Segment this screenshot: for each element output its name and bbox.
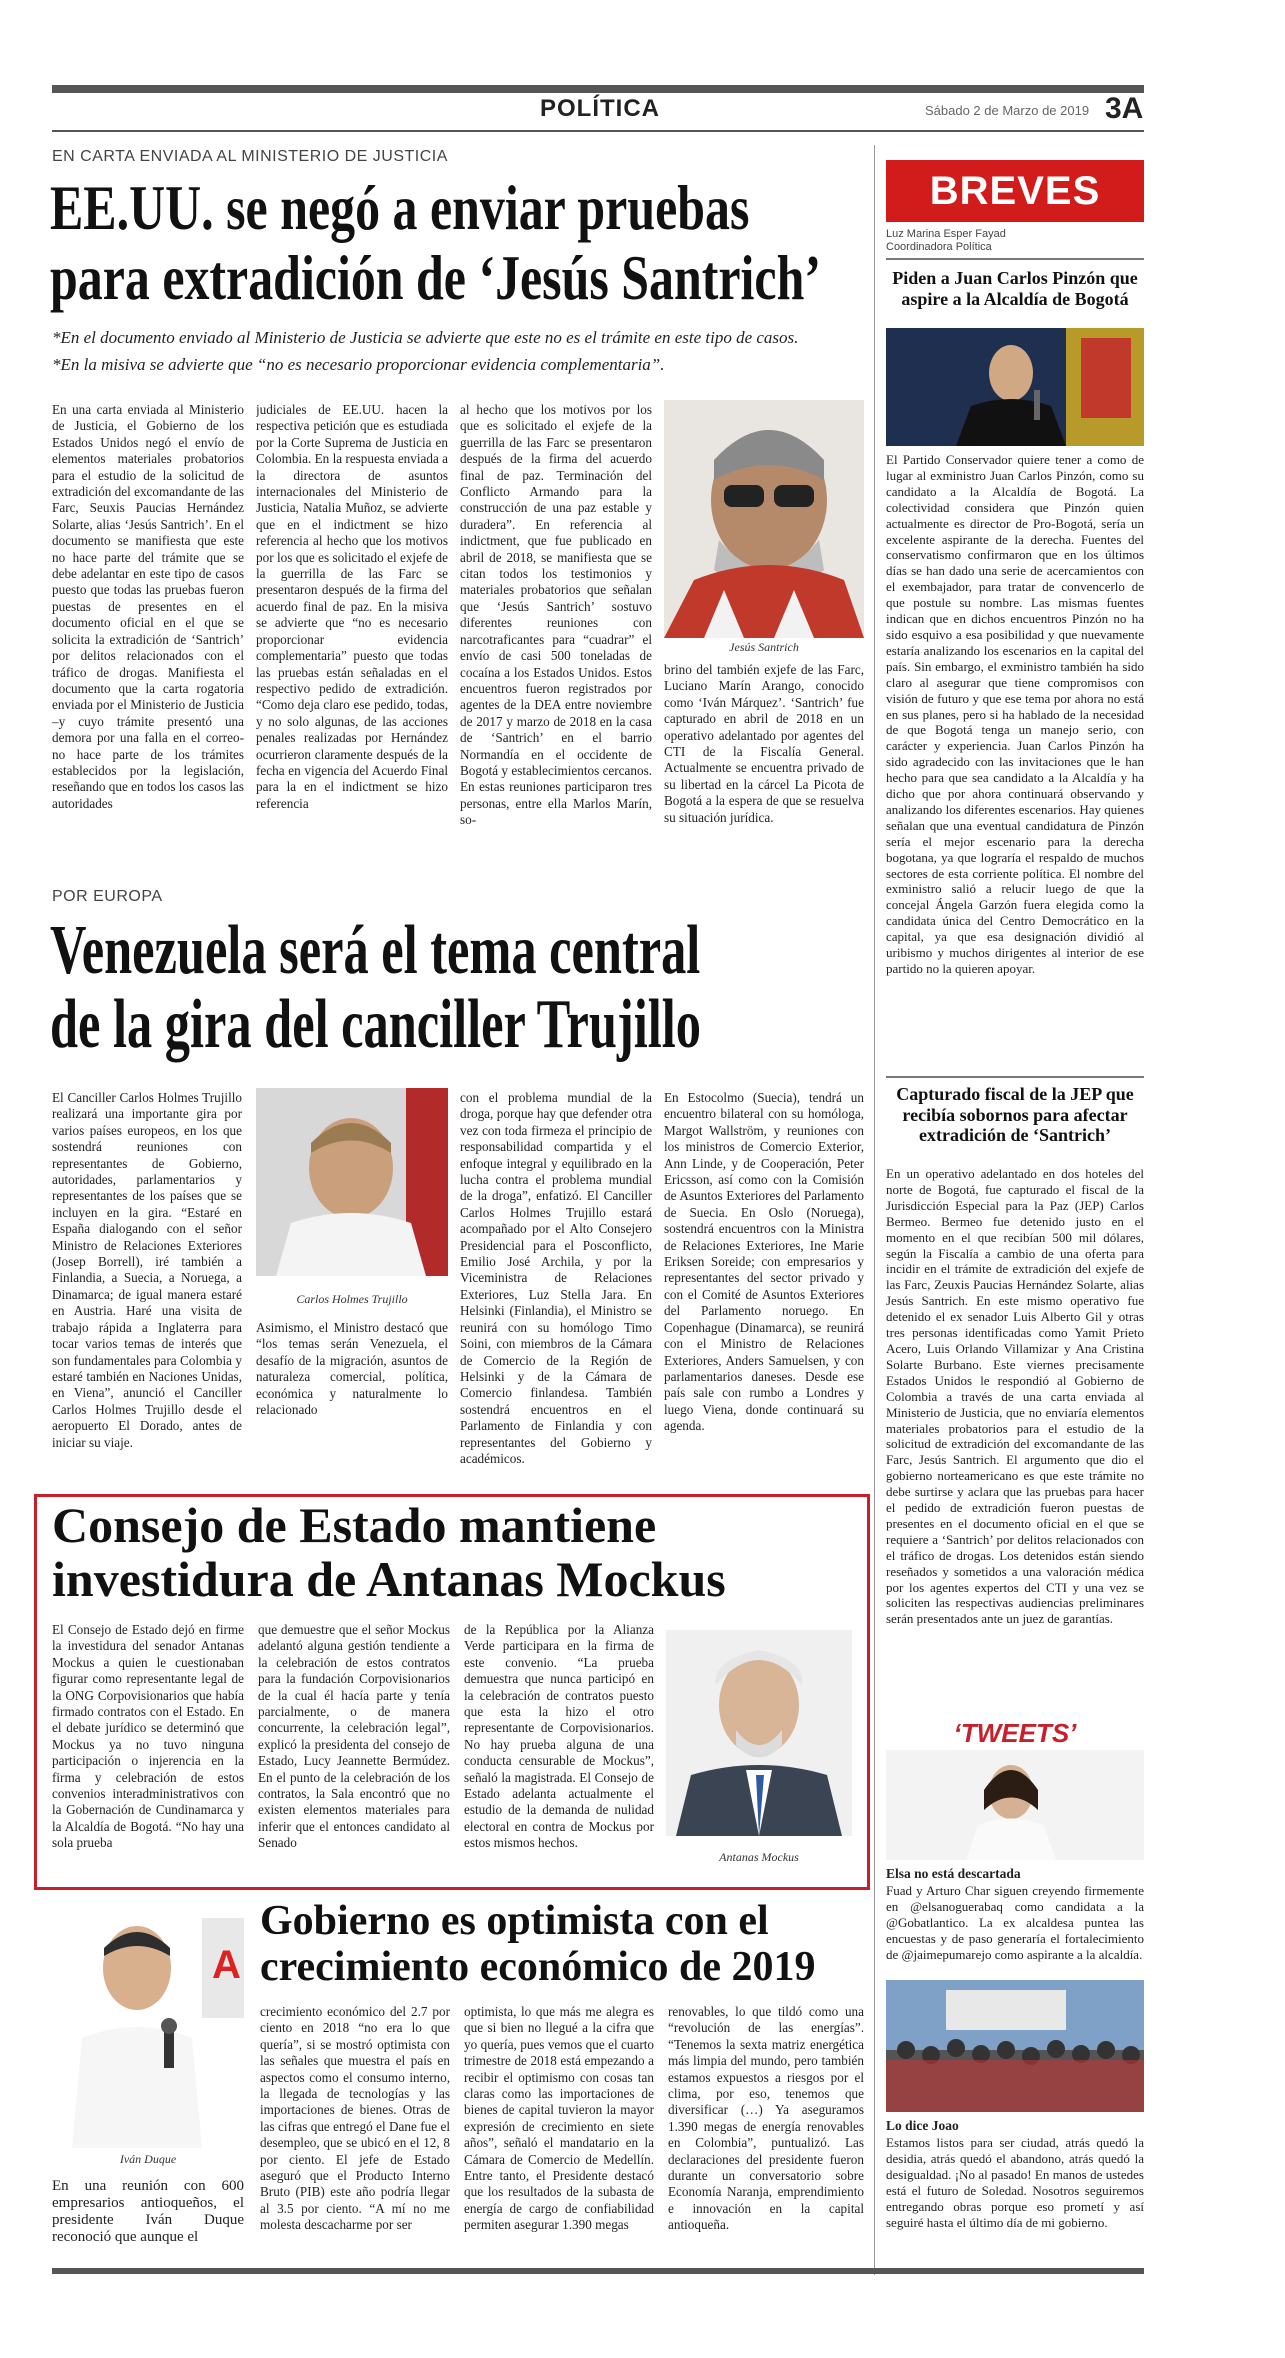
art4-column-4: renovables, lo que tildó como una “revolución de las energías”. “Tenemos la sexta matriz energética más limpia del mundo, pero también estamos expuestos a riesgos por el clima, por eso, tenemos que diversificar (…) Ya aseguramos 1.390 megas de energía renovables en Colombia”, puntualizó. Las declaraciones del presidente fueron durante un conversatorio sobre Economía Naranja, emprendimiento e innovación en la capital antioqueña. bbox=[668, 2004, 864, 2233]
brief2-title: Capturado fiscal de la JEP que recibía sobornos para afectar extradición de ‘Santrich’ bbox=[896, 1084, 1134, 1146]
art2-column-2: Asimismo, el Ministro destacó que “los temas serán Venezuela, el desafío de la migración, asuntos de naturaleza comercial, política, económica y naturalmente lo relacionado bbox=[256, 1320, 448, 1418]
art1-column-1: En una carta enviada al Ministerio de Justicia, el Gobierno de los Estados Unidos negó el envío de elementos materiales probatorios para el estudio de la solicitud de extradición del excomandante de las Farc, Seuxis Paucias Hernández Solarte, alias ‘Jesús Santrich’. En el documento se manifiesta que este no hace parte del trámite que se debe adelantar en este tipo de casos puesto que todas las pruebas fueron puestas de presentes en el documento oficial en el que se solicita la extradición de ‘Santrich’ por delitos relacionados con el tráfico de drogas. Manifiesta el documento que la carta rogatoria enviada por el Ministerio de Justicia –y cuyo trámite presentó una demora por una falla en el correo- no hace parte de los trámites establecidos por la legislación, reseñando que en todos los casos las autoridades bbox=[52, 402, 244, 811]
breves-banner: BREVES bbox=[886, 160, 1144, 222]
art3-headline-line1: Consejo de Estado mantiene bbox=[52, 1497, 657, 1553]
sidebar-divider bbox=[874, 145, 875, 2275]
santrich-photo bbox=[664, 400, 864, 638]
brief1-title: Piden a Juan Carlos Pinzón que aspire a la Alcaldía de Bogotá bbox=[892, 268, 1138, 309]
brief1-text: El Partido Conservador quiere tener a como de lugar al exministro Juan Carlos Pinzón, como su candidato a la Alcaldía de Bogotá. La colectividad considera que Pinzón quien actualmente es director de Pro-Bogotá, sería un excelente aspirante de la derecha. Fuentes del conservatismo confirmaron que en los últimos días se han dado una serie de acercamientos con el exembajador, para tratar de convencerlo de que postule su nombre. Las mismas fuentes indican que en dichos encuentros Pinzón no ha sido esquivo a esa posibilidad y que nuevamente estaría analizando los escenarios en la capital del país. Sin embargo, el exministro también ha sido claro al asegurar que tiene compromisos con visión de futuro y que ese tema por ahora no está en sus planes, pero si ha hablado de la necesidad de que Bogotá tenga un manejo serio, con carácter y experiencia. Juan Carlos Pinzón ha sido agradecido con las invitaciones que le han hecho para que sea candidato a la Alcaldía y ha dicho que por ahora continuará observando y analizando los diferentes escenarios. Hay quienes señalan que una eventual candidatura de Pinzón sería el mejor escenario para la derecha bogotana, ya que lograría el respaldo de muchos sectores de esta corriente política. El nombre del exministro salió a relucir luego de que la concejal Ángela Garzón fuera elegida como la candidata única del Centro Democrático en la capital, ya que esa designación dividió al uribismo y muchos dirigentes al interior de ese partido no la quieren apoyar. bbox=[886, 452, 1144, 976]
issue-date: Sábado 2 de Marzo de 2019 bbox=[925, 103, 1090, 118]
sidebar-byline bbox=[886, 228, 1006, 254]
tweet2-title: Lo dice Joao bbox=[886, 2118, 959, 2133]
duque-caption: Iván Duque bbox=[119, 2152, 177, 2166]
soledad-crowd-photo bbox=[886, 1980, 1144, 2112]
art4-column-3: optimista, lo que más me alegra es que si bien no llegué a la cifra que yo quería, pues vemos que el cuarto trimestre de 2018 está empezando a recibir el optimismo con cosas tan claras como las importaciones de bienes de capital tuvieron la mayor expresión de crecimiento en siete años”, señaló el mandatario en la Cámara de Comercio de Medellín. Entre tanto, el Presidente destacó que los resultados de la subasta de energía de cargo de confiabilidad permiten asegurar 1.390 megas bbox=[464, 2004, 654, 2233]
section-name: POLÍTICA bbox=[540, 95, 660, 122]
art1-column-2: judiciales de EE.UU. hacen la respectiva petición que es estudiada por la Corte Suprema de Justicia en Colombia. En la respuesta enviada a la directora de asuntos internacionales del Ministerio de Justicia, Natalia Muñoz, se advierte que en el indictment se hizo referencia al hecho que los motivos por los que es solicitado el exjefe de la guerrilla de las Farc se presentaron después de la firma del acuerdo final de paz. En la misiva se advierte que “no es necesario proporcionar evidencia complementaria” puesto que todas las pruebas están señaladas en el respectivo pedido de extradición. “Como deja claro ese pedido, todas, y no solo algunas, de las acciones penales realizadas por Hernández ocurrieron claramente después de la fecha en vigencia del Acuerdo Final para la en el indictment se hizo referencia bbox=[256, 402, 448, 811]
art1-column-4: brino del también exjefe de las Farc, Luciano Marín Arango, conocido como ‘Iván Márquez’. ‘Santrich’ fue capturado en abril de 2018 en un operativo adelantado por agentes del CTI de la Fiscalía General. Actualmente se encuentra privado de su libertad en la cárcel La Picota de Bogotá a la espera de que se resuelva su situación jurídica. bbox=[664, 662, 864, 825]
tweet1-text: Fuad y Arturo Char siguen creyendo firmemente en @elsanoguerabaq como candidata a la @Gobatlantico. La ex alcaldesa puntea las encuestas y de paso generaría el fortalecimiento de @jaimepumarejo como aspirante a la alcaldía. bbox=[886, 1883, 1144, 1962]
art1-headline-line1: EE.UU. se negó a enviar pruebas bbox=[50, 172, 750, 243]
tweet1-title: Elsa no está descartada bbox=[886, 1866, 1021, 1881]
art1-column-3: al hecho que los motivos por los que es solicitado el exjefe de la guerrilla de las Farc se presentaron después de la firma del acuerdo final de paz. Terminación del Conflicto Armando para la construcción de una paz estable y duradera”. En referencia al indictment, que fue publicado en abril de 2018, se manifiesta que se citan todos los testimonios y materiales probatorios que señalan que ‘Jesús Santrich’ sostuvo diferentes reuniones con narcotraficantes para “cuadrar” el envío de casi 500 toneladas de cocaína a los Estados Unidos. Estos encuentros fueron registrados por agentes de la DEA entre noviembre de 2017 y marzo de 2018 en la casa de ‘Santrich’ en el barrio Normandía en el occidente de Bogotá y establecimientos cercanos. En estas reuniones participaron tres personas, entre ella Marlos Marín, so- bbox=[460, 402, 652, 828]
art3-column-2: que demuestre que el señor Mockus adelantó alguna gestión tendiente a la celebración de estos contratos para la fundación Corpovisionarios de la cual él hacía parte y tenía parcialmente, o de manera concurrente, la celebración legal”, explicó la presidenta del consejo de Estado, Lucy Jeannette Bermúdez. En el punto de la celebración de los contratos, la Sala encontró que no existen elementos materiales para inferir que el entonces candidato al Senado bbox=[258, 1622, 450, 1851]
art2-headline-line1: Venezuela será el tema central bbox=[50, 912, 701, 989]
page-number: 3A bbox=[1105, 92, 1144, 125]
bottom-rule bbox=[52, 2268, 1144, 2274]
art1-kicker: EN CARTA ENVIADA AL MINISTERIO DE JUSTICIA bbox=[52, 148, 448, 165]
svg-text:A: A bbox=[212, 1943, 241, 1987]
tweet2-text: Estamos listos para ser ciudad, atrás quedó la desidia, atrás quedó el abandono, atrás quedó la desigualdad. ¡No al pasado! En manos de ustedes está el futuro de Soledad. Nosotros seguiremos entregando obras porque eso prometí y así seguiré hasta el último día de mi gobierno. bbox=[886, 2135, 1144, 2230]
santrich-caption: Jesús Santrich bbox=[729, 640, 799, 654]
pinzon-photo bbox=[886, 328, 1144, 446]
brief2-text: En un operativo adelantado en dos hoteles del norte de Bogotá, fue capturado el fiscal de la Jurisdicción Especial para la Paz (JEP) Carlos Bermeo. Bermeo fue detenido justo en el momento en el que recibían 500 mil dólares, según la Fiscalía a cambio de una oferta para incidir en el trámite de extradición del exjefe de las Farc, Zeuxis Paucias Hernández Solarte, alias Jesús Santrich. En este mismo operativo fue detenido el ex senador Luis Alberto Gil y otras tres personas identificadas como Yamit Prieto Acero, Luis Orlando Villamizar y Ana Cristina Solarte Burbano. Este viernes precisamente Estados Unidos le respondió al Gobierno de Colombia a través de una carta enviada al Ministerio de Justicia, que no enviaría elementos materiales probatorios para el estudio de la solicitud de extradición del excomandante de las Farc, Jesús Santrich. El argumento que dio el gobierno norteamericano es que este trámite no debe surtirse y aclara que las pruebas para hacer el pedido de extradición fueron puestas de presentes en el documento oficial en el que se requiere a ‘Santrich’ por delitos relacionados con el tráfico de drogas. Los detenidos están siendo reseñados y sometidos a una valoración médica por los agentes expertos del CTI y una vez se soliciten las respectivas audiencias preliminares serán presentados ante un juez de garantías. bbox=[886, 1166, 1144, 1627]
duque-photo bbox=[52, 1898, 244, 2148]
art2-column-3: con el problema mundial de la droga, porque hay que defender otra vez con toda firmeza el principio de responsabilidad compartida y el enfoque integral y equilibrado en la lucha contra el problema mundial de la droga”, enfatizó. El Canciller Carlos Holmes Trujillo estará acompañado por el Alto Consejero Presidencial para el Posconflicto, Emilio José Archila, y por la Viceministra de Relaciones Exteriores, Luz Stella Jara. En Helsinki (Finlandia), el Ministro se reunirá con su homólogo Timo Soini, con miembros de la Cámara de Comercio de la Región de Helsinki y de la Cámara de Comercio finlandesa. También sostendrá encuentros en el Parlamento de Finlandia y con representantes del Gobierno y académicos. bbox=[460, 1090, 652, 1466]
elsa-photo bbox=[886, 1750, 1144, 1860]
art2-column-1: El Canciller Carlos Holmes Trujillo realizará una importante gira por varios países europeos, en los que sostendrá reuniones con representantes de Gobierno, autoridades, parlamentarios y representantes de los países que se incluyen en la gira. “Estaré en España dialogando con el señor Ministro de Relaciones Exteriores (Josep Borrell), iré también a Finlandia, a Suecia, a Noruega, a Dinamarca; de igual manera estaré en Austria. Haré una visita de trabajo rápida a Inglaterra para tocar varios temas de interés que son fundamentales para Colombia y estaré también en Naciones Unidas, en Viena”, anunció el Canciller Carlos Holmes Trujillo desde el aeropuerto El Dorado, antes de iniciar su viaje. bbox=[52, 1090, 242, 1450]
art3-column-3: de la República por la Alianza Verde participara en la firma de este convenio. “La prueba demuestra que nunca participó en la celebración de contratos puesto que esta la hizo el otro representante de Corpovisionarios. No hay prueba alguna de una conducta censurable de Mockus”, señaló la magistrada. El Consejo de Estado adelanta actualmente el estudio de la demanda de nulidad electoral en contra de Mockus por estos mismos hechos. bbox=[464, 1622, 654, 1851]
mockus-photo bbox=[666, 1630, 852, 1836]
sidebar-rule bbox=[886, 258, 1144, 260]
sidebar-rule-2 bbox=[886, 1076, 1144, 1078]
art3-column-1: El Consejo de Estado dejó en firme la investidura del senador Antanas Mockus a quien le cuestionaban figurar como representante legal de la ONG Corpovisionarios que había firmado contratos con el Estado. En el debate jurídico se determinó que Mockus ya no tuvo ninguna participación o injerencia en la firma y celebración de estos convenios interadministrativos con la Gobernación de Cundinamarca y la Alcaldía de Bogotá. “No hay una sola prueba bbox=[52, 1622, 244, 1851]
trujillo-caption: Carlos Holmes Trujillo bbox=[296, 1292, 408, 1306]
art4-column-2: crecimiento económico del 2.7 por ciento en 2018 “no era lo que quería”, si se mostró optimista con las señales que muestra el país en aspectos como el consumo interno, la llegada de tecnologías y las importaciones de bienes. Otras de las cifras que entregó el Dane fue el desempleo, que se ubicó en el 12, 8 por ciento. El jefe de Estado aseguró que el Producto Interno Bruto (PIB) este año podría llegar al 3.5 por ciento. “A mí no me molesta descacharme por ser bbox=[260, 2004, 450, 2233]
art2-headline-line2: de la gira del canciller Trujillo bbox=[50, 986, 701, 1063]
art3-headline-line2: investidura de Antanas Mockus bbox=[52, 1551, 726, 1607]
art1-headline-line2: para extradición de ‘Jesús Santrich’ bbox=[50, 242, 821, 313]
art4-headline-line1: Gobierno es optimista con el bbox=[260, 1898, 769, 1944]
trujillo-photo bbox=[256, 1088, 448, 1276]
art4-headline-line2: crecimiento económico de 2019 bbox=[260, 1944, 816, 1990]
tweets-header: ‘TWEETS’ bbox=[953, 1718, 1077, 1748]
art4-column-1: En una reunión con 600 empresarios antioqueños, el presidente Iván Duque reconoció que aunque el bbox=[52, 2178, 244, 2245]
art1-deck-1: *En el documento enviado al Ministerio de Justicia se advierte que este no es el trámite en este tipo de casos. bbox=[52, 328, 799, 347]
mockus-caption: Antanas Mockus bbox=[719, 1850, 799, 1864]
byline-name: Luz Marina Esper Fayad bbox=[886, 228, 1006, 240]
header-rule bbox=[52, 130, 1144, 132]
art1-deck-2: *En la misiva se advierte que “no es necesario proporcionar evidencia complementaria”. bbox=[52, 355, 665, 374]
art2-column-4: En Estocolmo (Suecia), tendrá un encuentro bilateral con su homóloga, Margot Wallström, y reuniones con los ministros de Comercio Exterior, Ann Linde, y de Cooperación, Peter Ericsson, así como con la Comisión de Asuntos Exteriores del Parlamento de Suecia. En Oslo (Noruega), sostendrá encuentros con la Ministra de Relaciones Exteriores, Ine Marie Eriksen Soreide; con empresarios y representantes del sector privado y con el Comité de Asuntos Exteriores del Parlamento noruego. En Copenhague (Dinamarca), se reunirá con el Ministro de Relaciones Exteriores, Anders Samuelsen, y con parlamentarios daneses. Desde ese país sale con rumbo a Londres y luego Viena, donde continuará su agenda. bbox=[664, 1090, 864, 1434]
art2-kicker: POR EUROPA bbox=[52, 888, 163, 905]
top-rule bbox=[52, 85, 1144, 93]
byline-role: Coordinadora Política bbox=[886, 241, 992, 253]
